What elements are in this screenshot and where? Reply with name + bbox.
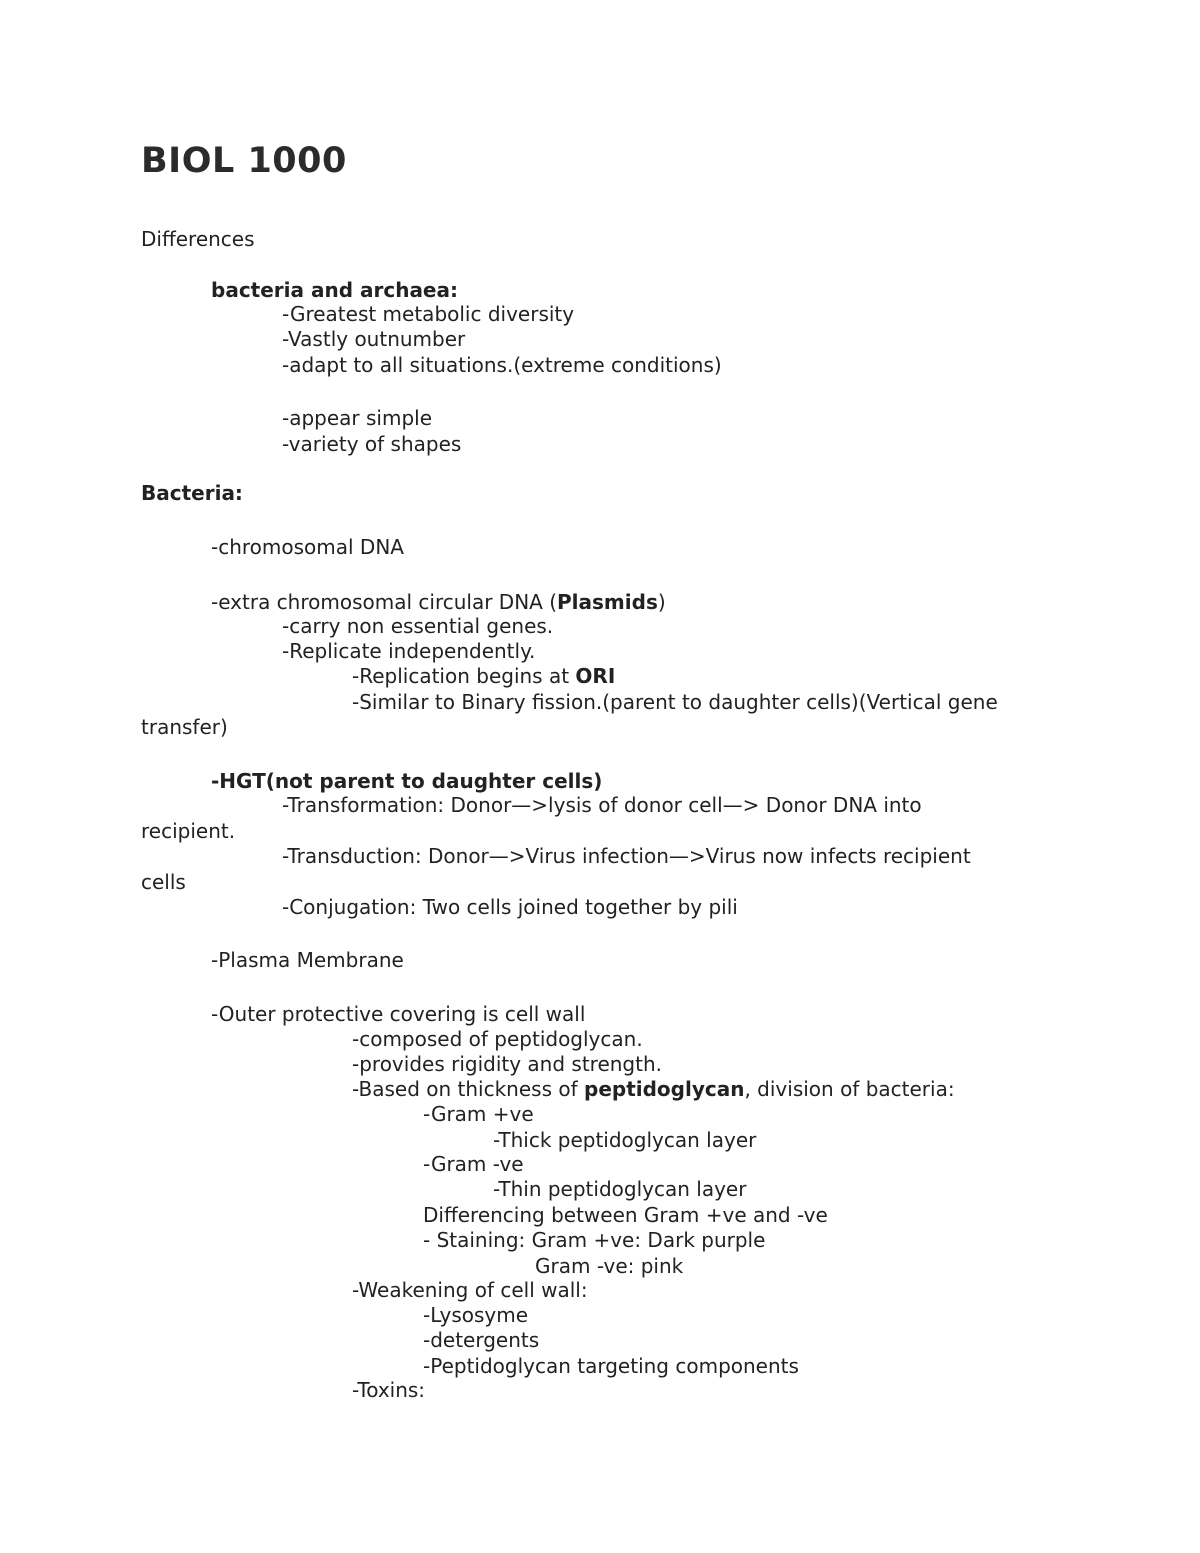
bullet-thick-layer: -Thick peptidoglycan layer [493,1128,757,1152]
based-text-end: , division of bacteria: [744,1077,955,1101]
bullet-gram-negative: -Gram -ve [423,1152,524,1176]
subheading-hgt: -HGT(not parent to daughter cells) [211,769,603,793]
bullet-adapt: -adapt to all situations.(extreme conditions) [282,353,722,377]
bullet-extra-chromosomal [211,590,666,615]
extra-text-end: ) [657,590,666,614]
document-title: BIOL 1000 [141,141,347,181]
plasmids-term: Plasmids [557,590,658,614]
bullet-transformation: -Transformation: Donor—>lysis of donor cell—> Donor DNA into [282,793,922,817]
subheading-bacteria-archaea: bacteria and archaea: [211,278,458,302]
bullet-replication-ori [352,664,615,689]
bullet-greatest-diversity: -Greatest metabolic diversity [282,302,575,326]
bullet-similar-continued: transfer) [141,715,228,739]
bullet-staining: - Staining: Gram +ve: Dark purple [423,1228,766,1252]
heading-bacteria: Bacteria: [141,481,243,505]
bullet-carry-genes: -carry non essential genes. [282,614,554,638]
bullet-weakening: -Weakening of cell wall: [352,1278,588,1302]
peptidoglycan-term: peptidoglycan [584,1077,745,1101]
heading-differences: Differences [141,227,255,251]
bullet-vastly-outnumber: -Vastly outnumber [282,327,466,351]
bullet-toxins: -Toxins: [352,1378,426,1402]
bullet-provides: -provides rigidity and strength. [352,1052,662,1076]
bullet-lysosyme: -Lysosyme [423,1303,529,1327]
bullet-gram-positive: -Gram +ve [423,1102,534,1126]
bullet-variety-shapes: -variety of shapes [282,432,462,456]
bullet-transformation-continued: recipient. [141,819,236,843]
replication-text: -Replication begins at [352,664,576,688]
bullet-gram-negative-pink: Gram -ve: pink [535,1254,684,1278]
bullet-transduction-continued: cells [141,870,186,894]
bullet-detergents: -detergents [423,1328,540,1352]
bullet-similar-binary: -Similar to Binary fission.(parent to daughter cells)(Vertical gene [352,690,998,714]
bullet-based-on-thickness [352,1077,955,1102]
bullet-replicate: -Replicate independently. [282,639,536,663]
bullet-chromosomal-dna: -chromosomal DNA [211,535,404,559]
bullet-transduction: -Transduction: Donor—>Virus infection—>Virus now infects recipient [282,844,971,868]
bullet-outer-covering: -Outer protective covering is cell wall [211,1002,586,1026]
bullet-peptidoglycan-targeting: -Peptidoglycan targeting components [423,1354,799,1378]
ori-term: ORI [575,664,616,688]
bullet-composed: -composed of peptidoglycan. [352,1027,643,1051]
bullet-differencing: Differencing between Gram +ve and -ve [423,1203,828,1227]
bullet-conjugation: -Conjugation: Two cells joined together by pili [282,895,738,919]
bullet-plasma-membrane: -Plasma Membrane [211,948,404,972]
based-text-start: -Based on thickness of [352,1077,584,1101]
bullet-thin-layer: -Thin peptidoglycan layer [493,1177,747,1201]
bullet-appear-simple: -appear simple [282,406,433,430]
extra-text-start: -extra chromosomal circular DNA ( [211,590,558,614]
